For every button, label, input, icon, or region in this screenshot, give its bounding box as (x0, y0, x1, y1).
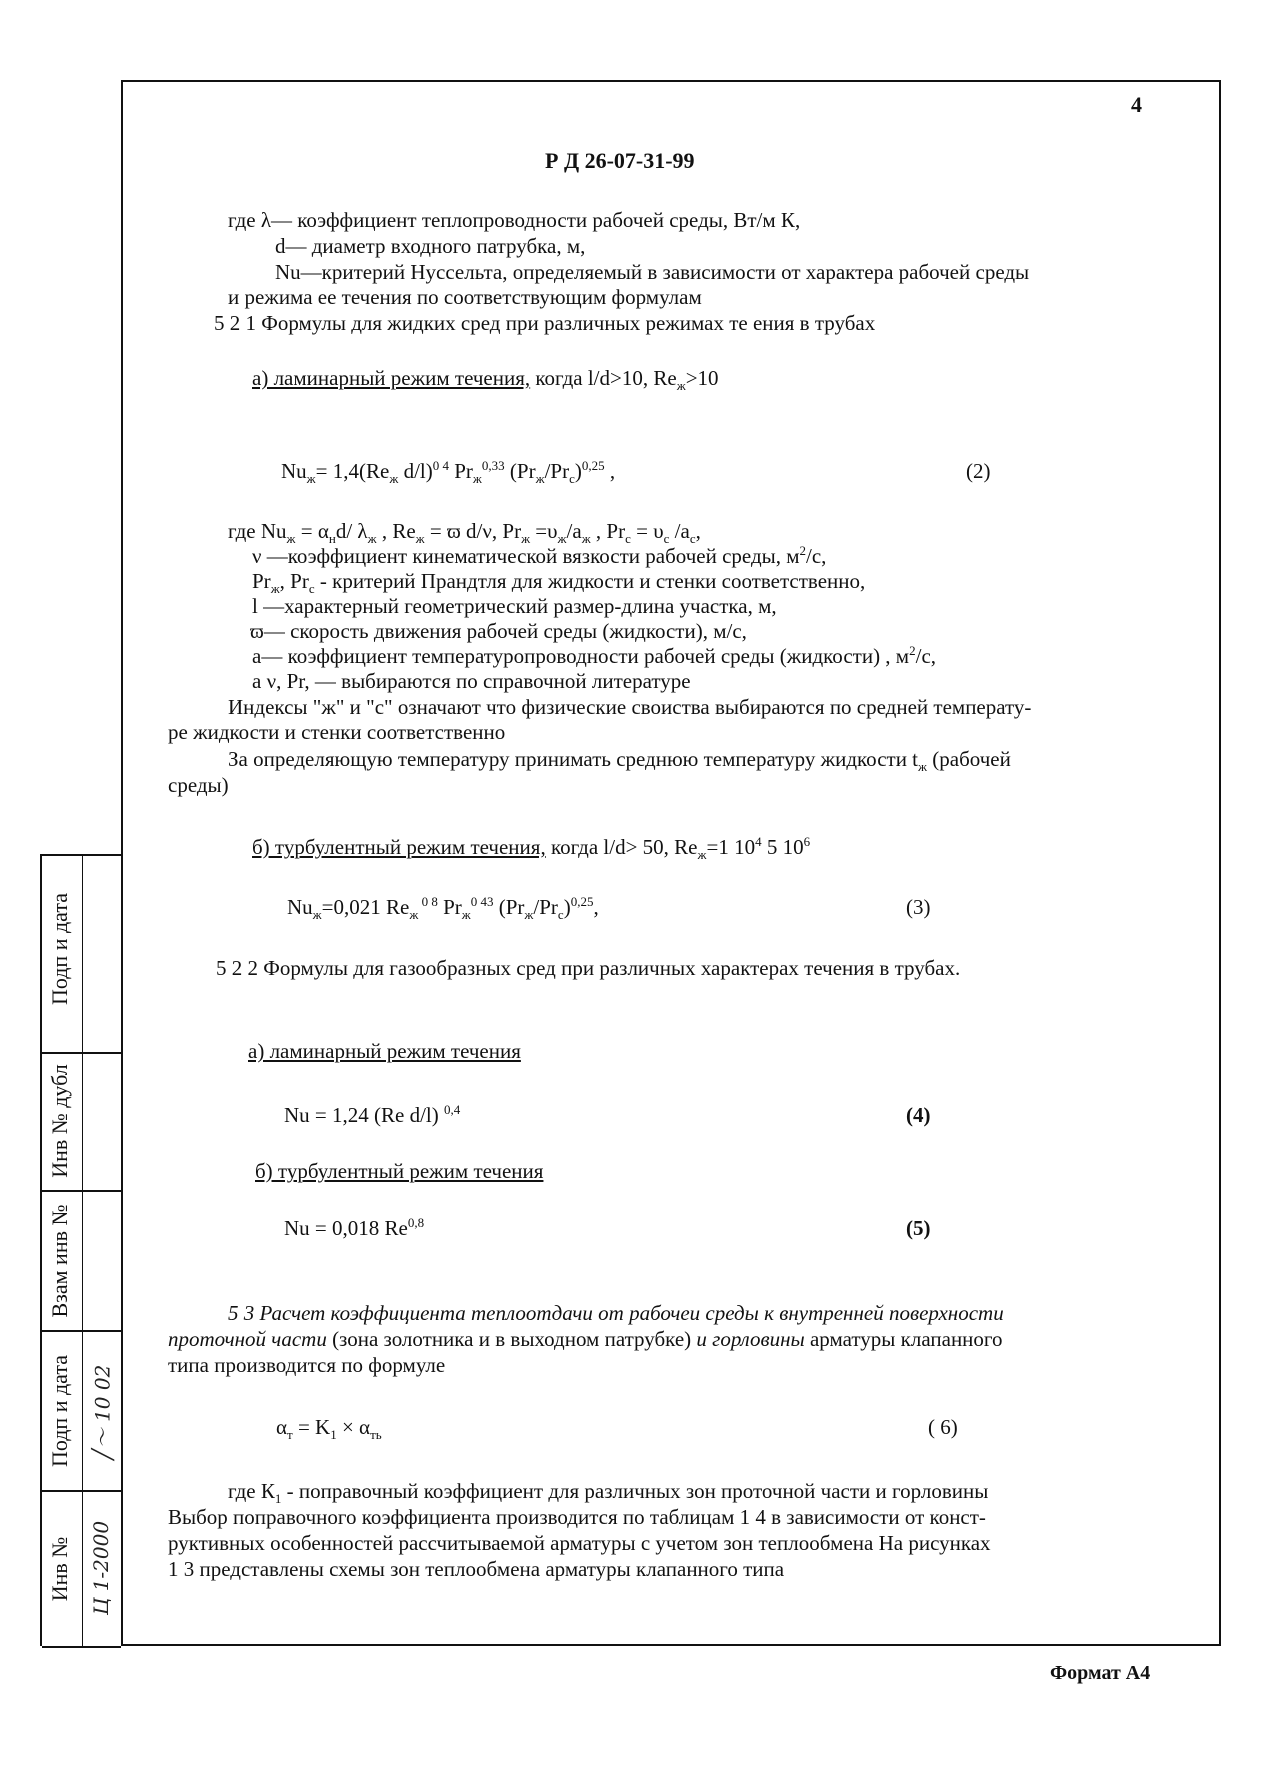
formula-4: Nu = 1,24 (Re d/l) $^{0,4}$ (284, 1102, 461, 1127)
section-521-title: 5 2 1 Формулы для жидких сред при различных режимах те ения в трубах (214, 311, 876, 335)
stamp-label-podp-data-2: Подп и дата (47, 1354, 72, 1468)
stamp-handwritten-inv: Ц 1-2000 (89, 1520, 113, 1616)
def-nu-line2: и режима ее течения по соответствующим формулам (228, 285, 702, 309)
stamp-handwritten-date: ╱〜 10 02 (90, 1364, 115, 1461)
where-formula-2: где $Nu_ж = \alpha_нd/$ $\lambda_ж$ , $Re_ж = ϖ$ d/ν, $Pr_ж =\upsilon_ж/a_ж$ , $Pr_c = \upsilon_c$ $/a_c$, (228, 519, 701, 547)
formula-2-number: (2) (966, 459, 991, 483)
k1-line3: руктивных особенностей рассчитываемой арматуры с учетом зон теплообмена На рисунках (168, 1531, 991, 1555)
formula-6: $\alpha_т = K_1 \times \alpha_{ть}$ (276, 1415, 382, 1443)
stamp-divider-vertical (82, 856, 83, 1646)
temp-note-tail: (рабочей (932, 747, 1011, 771)
def-l: l —характерный геометрический размер-длина участка, м, (252, 594, 777, 618)
turbulent-gas-label: б) турбулентный режим течения (255, 1159, 544, 1183)
laminar-gas-label: а) ламинарный режим течения (248, 1039, 521, 1063)
footer-format: Формат А4 (1050, 1662, 1151, 1684)
k1-line1-tail: - поправочный коэффициент для различных зон проточной части и горловины (286, 1479, 989, 1503)
document-code: Р Д 26-07-31-99 (545, 148, 695, 173)
stamp-label-vzam-inv: Взам инв № (47, 1204, 72, 1318)
formula-3: $Nu_ж=0,021$ $Re_ж$ $^{0 8}$ $Pr_ж^{0 43}$ $(Pr_ж/Pr_c)^{0,25}$, (287, 894, 599, 923)
laminar-liquid-condition-tail: >10 (685, 366, 719, 390)
section-53-line2-tail: арматуры клапанного (809, 1327, 1003, 1351)
formula-2: $Nu_ж= 1,4(Re_ж$ d/l)$^{0 4}$ $Pr_ж^{0,33}$ $(Pr_ж/Pr_c)^{0,25}$ , (281, 458, 616, 487)
temp-note-text: За определяющую температуру принимать среднюю температуру жидкости t (228, 747, 919, 771)
turbulent-liquid-label: б) турбулентный режим течения, (252, 835, 546, 859)
turbulent-liquid-heading: б) турбулентный режим течения, когда l/d> 50, $Re_ж=1$ $10^4$ 5 $10^6$ (252, 834, 811, 863)
section-53-line2 (168, 1326, 1003, 1352)
section-53-line3: типа производится по формуле (168, 1353, 446, 1377)
k1-line4: 1 3 представлены схемы зон теплообмена арматуры клапанного типа (168, 1557, 785, 1581)
laminar-liquid-condition-sub: ж (676, 378, 686, 394)
formula-4-number: (4) (906, 1103, 931, 1127)
section-53-line2-b: и горловины (696, 1327, 805, 1351)
section-53-line2-a: проточной части (168, 1327, 327, 1351)
k1-line1-head: где К (228, 1479, 275, 1503)
k1-line2: Выбор поправочного коэффициента производится по таблицам 1 4 в зависимости от конст- (168, 1505, 986, 1529)
turbulent-liquid-condition: когда l/d> 50, Re (550, 835, 698, 859)
index-note-line2: ре жидкости и стенки соответственно (168, 720, 506, 744)
def-avpr: а ν, Pr, — выбираются по справочной литературе (252, 669, 691, 693)
def-a: а— коэффициент температуропроводности рабочей среды (жидкости) , $м^2/с$, (252, 643, 937, 668)
temp-note-line1: За определяющую температуру принимать среднюю температуру жидкости $t_ж$ (рабочей (228, 747, 1011, 775)
def-a-text: а— коэффициент температуропроводности рабочей среды (жидкости) , м (252, 644, 910, 668)
def-pr: $Pr_ж$, $Pr_c$ - критерий Прандтля для жидкости и стенки соответственно, (252, 569, 866, 597)
laminar-liquid-condition: когда l/d>10, Re (535, 366, 677, 390)
laminar-liquid-heading (252, 365, 719, 394)
def-lambda: где λ— коэффициент теплопроводности рабочей среды, Вт/м К, (228, 208, 801, 232)
section-53-line1: 5 3 Расчет коэффициента теплоотдачи от рабочеи среды к внутренней поверхности (228, 1301, 1004, 1325)
index-note-line1: Индексы "ж" и "с" означают что физические своиства выбираются по средней температу- (228, 695, 1032, 719)
temp-note-line2: среды) (168, 773, 229, 797)
formula-6-number: ( 6) (928, 1415, 958, 1439)
stamp-label-inv-no: Инв № (47, 1536, 72, 1602)
section-522-title: 5 2 2 Формулы для газообразных сред при различных характерах течения в трубах. (216, 956, 961, 980)
where-2-label: где Nu (228, 519, 287, 543)
def-nu-line1: Nu—критерий Нуссельта, определяемый в зависимости от характера рабочей среды (275, 260, 1030, 284)
k1-line1: где $К_1$ - поправочный коэффициент для различных зон проточной части и горловины (228, 1479, 989, 1507)
laminar-liquid-label: а) ламинарный режим течения, (252, 366, 531, 390)
section-53-line2-normal: (зона золотника и в выходном патрубке) (332, 1327, 692, 1351)
formula-5: Nu = 0,018 Re$^{0,8}$ (284, 1215, 425, 1240)
stamp-label-inv-dubl: Инв № дубл (47, 1064, 72, 1178)
stamp-label-podp-data: Подп и дата (47, 892, 72, 1006)
formula-5-number: (5) (906, 1216, 931, 1240)
def-d: d— диаметр входного патрубка, м, (275, 234, 586, 258)
def-v-text: ν —коэффициент кинематической вязкости рабочей среды, м (252, 544, 800, 568)
def-pr-text: - критерий Прандтля для жидкости и стенки соответственно, (319, 569, 866, 593)
def-w: ϖ— скорость движения рабочей среды (жидкости), м/с, (250, 619, 747, 643)
def-v: ν —коэффициент кинематической вязкости рабочей среды, $м^2/с$, (252, 543, 827, 568)
formula-3-number: (3) (906, 895, 931, 919)
page-number: 4 (1131, 92, 1142, 117)
